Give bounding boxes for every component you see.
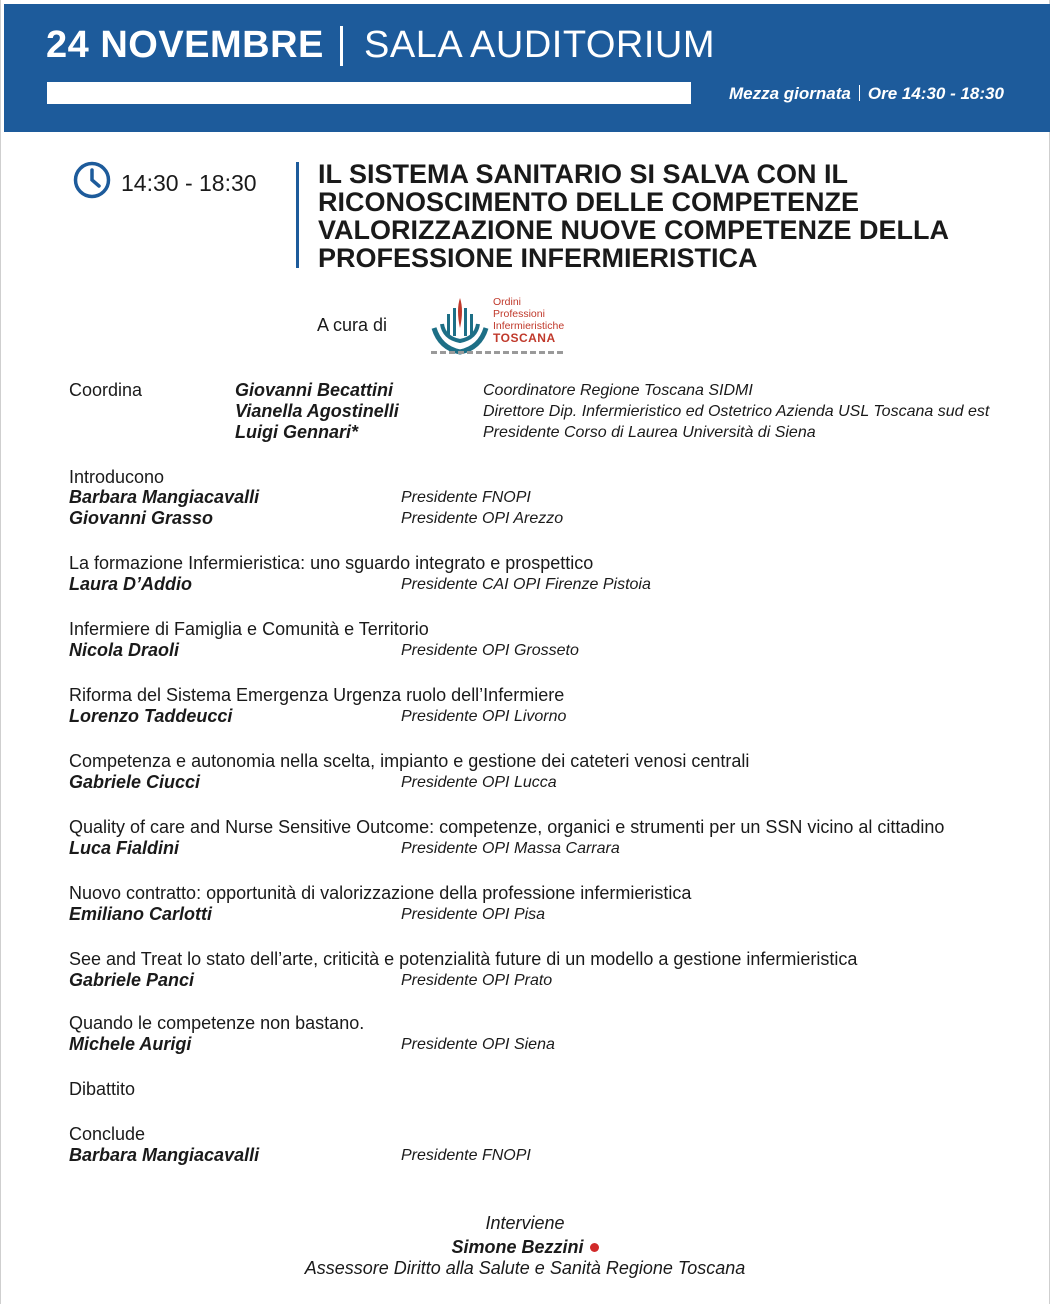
coordinator-name: Luigi Gennari* [235, 422, 359, 442]
speaker-name: Emiliano Carlotti [69, 904, 213, 924]
speaker-name: Michele Aurigi [69, 1034, 192, 1054]
speaker-role: Presidente OPI Arezzo [401, 510, 564, 527]
coordinator-role: Direttore Dip. Infermieristico ed Ostetrico Azienda USL Toscana sud est [483, 403, 990, 420]
speaker-role: Presidente OPI Pisa [401, 906, 546, 923]
speaker-role: Presidente OPI Massa Carrara [401, 840, 620, 857]
speaker-name: Barbara Mangiacavalli [69, 1145, 260, 1165]
talk-topic: Quality of care and Nurse Sensitive Outcome: competenze, organici e strumenti per un SSN vicino al cittadino [69, 817, 945, 837]
session-title [318, 160, 998, 272]
header-date: 24 NOVEMBRE [46, 24, 324, 66]
header-meta-separator [859, 85, 860, 101]
speaker-role: Presidente FNOPI [401, 1147, 531, 1164]
talk-topic: See and Treat lo stato dell’arte, criticità e potenzialità future di un modello a gestione infermieristica [69, 949, 858, 969]
logo-text [493, 296, 564, 344]
session-title-line: IL SISTEMA SANITARIO SI SALVA CON IL [318, 159, 849, 189]
session-title-line: RICONOSCIMENTO DELLE COMPETENZE [318, 187, 860, 217]
logo-line: Professioni [493, 308, 545, 320]
coordina-label: Coordina [69, 380, 143, 400]
speaker-role: Presidente OPI Prato [401, 972, 553, 989]
red-dot-icon [590, 1243, 599, 1252]
clock-icon [73, 161, 111, 199]
dibattito-label: Dibattito [69, 1079, 136, 1099]
talk-topic: Competenza e autonomia nella scelta, impianto e gestione dei cateteri venosi centrali [69, 751, 750, 771]
header-duration: Mezza giornata [729, 84, 851, 103]
speaker-role: Presidente OPI Grosseto [401, 642, 579, 659]
talk-topic: La formazione Infermieristica: uno sguardo integrato e prospettico [69, 553, 594, 573]
header-white-bar [47, 82, 691, 104]
logo-line-region: TOSCANA [493, 331, 556, 345]
talk-topic: Infermiere di Famiglia e Comunità e Territorio [69, 619, 429, 639]
speaker-name: Gabriele Panci [69, 970, 195, 990]
interviene-label: Interviene [485, 1213, 565, 1233]
speaker-role: Presidente CAI OPI Firenze Pistoia [401, 576, 651, 593]
speaker-name: Simone Bezzini [451, 1237, 584, 1257]
conclude-label: Conclude [69, 1124, 146, 1144]
talk-topic: Riforma del Sistema Emergenza Urgenza ruolo dell’Infermiere [69, 685, 565, 705]
speaker-role: Presidente OPI Lucca [401, 774, 557, 791]
talk-topic: Quando le competenze non bastano. [69, 1013, 365, 1033]
speaker-name: Giovanni Grasso [69, 508, 214, 528]
coordinator-role: Coordinatore Regione Toscana SIDMI [483, 382, 753, 399]
curated-by-label: A cura di [317, 315, 388, 335]
session-title-line: PROFESSIONE INFERMIERISTICA [318, 243, 758, 273]
coordinator-role: Presidente Corso di Laurea Università di Siena [483, 424, 816, 441]
header-separator [340, 26, 343, 66]
logo-line: Infermieristiche [493, 320, 565, 332]
speaker-role: Presidente OPI Livorno [401, 708, 567, 725]
talk-topic: Nuovo contratto: opportunità di valorizzazione della professione infermieristica [69, 883, 692, 903]
speaker-name: Barbara Mangiacavalli [69, 487, 260, 507]
title-rule [296, 162, 299, 268]
interviene-role: Assessore Diritto alla Salute e Sanità Regione Toscana [304, 1258, 746, 1278]
speaker-name: Luca Fialdini [69, 838, 180, 858]
speaker-name: Laura D’Addio [69, 574, 193, 594]
session-title-line: VALORIZZAZIONE NUOVE COMPETENZE DELLA [318, 215, 950, 245]
speaker-name: Gabriele Ciucci [69, 772, 201, 792]
coordinator-name: Giovanni Becattini [235, 380, 394, 400]
interviene-speaker [0, 1237, 1050, 1258]
introducono-label: Introducono [69, 467, 165, 487]
speaker-name: Lorenzo Taddeucci [69, 706, 233, 726]
session-time: 14:30 - 18:30 [121, 170, 257, 196]
logo-subline [431, 351, 565, 354]
header-hours: Ore 14:30 - 18:30 [867, 84, 1004, 103]
speaker-name: Nicola Draoli [69, 640, 180, 660]
header-meta [729, 84, 1004, 104]
speaker-role: Presidente FNOPI [401, 489, 531, 506]
header-room: SALA AUDITORIUM [364, 24, 716, 66]
coordinator-name: Vianella Agostinelli [235, 401, 399, 421]
speaker-role: Presidente OPI Siena [401, 1036, 555, 1053]
logo-line: Ordini [493, 296, 522, 308]
